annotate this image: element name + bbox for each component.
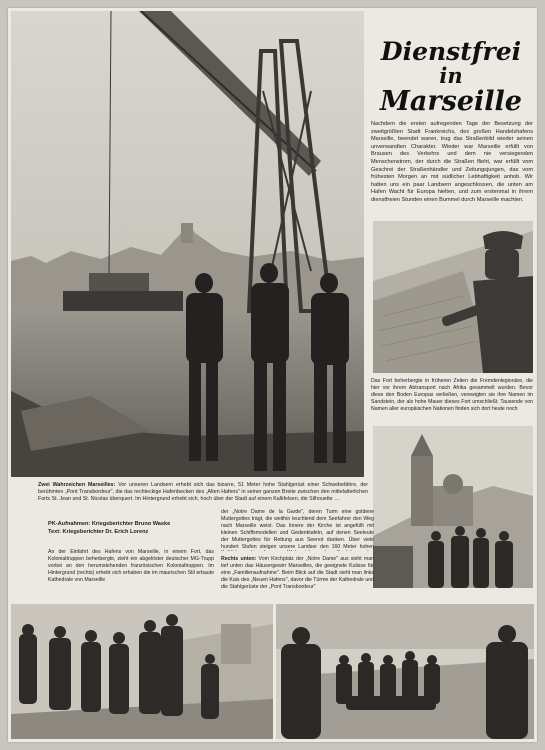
harbor-caption: An der Einfahrt des Hafens von Marseille, in einem Fort, das Kolonialtruppen beherbergte, zieht ein abgelöster deutscher MG-Trupp vorbei an den herumstehenden französischen Kolonialtruppen. Im Hintergrund (rechts) erhebt sich erhaben die im maurischen Stil erbaute Kathedrale von Marseille xyxy=(48,549,214,583)
church-caption-label: Rechts unten: xyxy=(221,556,257,562)
photo-notre-dame xyxy=(373,426,533,588)
church-caption-body: Vom Kirchplatz der „Notre Dame" aus sieht man tief unten das Häusergewirr Marseilles, die geeignete Kulisse für eine „Familienaufnahme". Beim Blick auf die Stadt sieht man links die Kais des „Neuen Hafens", davor die Türme der Kathedrale und die Stahlgerüste der „Pont Transbordeur" xyxy=(221,556,374,590)
photo-mg-troop xyxy=(11,604,273,739)
title-line-3: Marseille xyxy=(380,86,522,117)
main-caption-label: Zwei Wahrzeichen Marseilles: xyxy=(38,482,116,488)
notre-dame-caption: der „Notre Dame de la Garde", deren Turm eine goldene Muttergottes trägt, die weithin leuchtend dem Seefahrer den Weg nach Marseille weist. Das Innere der Kirche ist angefüllt mit kleinen Schiffsmodellen und Gedenktafeln, auf denen Seeleute der Muttergottes für Rettung aus Seenot danken. Über viele hundert Stufen steigen unsere Landser den 160 Meter hohen xyxy=(221,509,374,550)
magazine-page xyxy=(8,8,537,742)
legion-caption: Das Fort beherbergte in früheren Zeiten die Fremdenlegionäre, die hier vor ihrem Abtransport nach Afrika gesammelt wurden. Bevor diese den Boden Europas verließen, verewigten sie ihre Namen im Sandstein, der als hohe Mauer dieses Fort umschließt. Tausende von Namen aller europäischen Nationen finden sich dort heute noch xyxy=(371,378,533,412)
title-line-2: in xyxy=(439,63,463,88)
main-photo-caption xyxy=(38,482,368,502)
photo-transporter-bridge xyxy=(11,11,364,477)
main-caption-body: Vor unseren Landsern erhebt sich das bizarre, 51 Meter hohe Stahlgerüst einer Schwebefähre, der berühmten „Pont Transbordeur", die das rechteckige Hafenbecken des „Alten Hafens" in seiner ganzen Breite zwischen den mittelalterlichen Forts St. Jean und St. Nicolas überquert. Im Hintergrund erhebt sich, hoch über der Stadt auf einem Kalkfelsen, die Silhouette … xyxy=(38,482,368,502)
photo-family-picture xyxy=(276,604,534,739)
credit-photo: PK-Aufnahmen: Kriegsberichter Bruno Waske xyxy=(48,521,171,527)
title-line-1: Dienstfrei xyxy=(380,37,522,66)
article-title xyxy=(370,38,532,116)
photo-credits xyxy=(48,520,198,538)
credit-text: Text: Kriegsberichter Dr. Erich Lorenz xyxy=(48,529,149,535)
photo-soldier-fort-wall xyxy=(373,221,533,373)
intro-text: Nachdem die ersten aufregenden Tage der Besetzung der zweitgrößten Stadt Frankreichs, des großen Handelshafens Marseille, beendet waren, trug das Straßenbild wieder seinen unverwandten Charakter. Wieder war Marseille erfüllt von Brausen des Verkehrs und dem nie versiegenden Menschenstrom, der durch die Straßen flieht, war erfüllt vom Geschrei der Straßenhändler und Zeitungsjungen, das vom frühesten Morgen an mit südlicher Lebhaftigkeit anhob. Wir hatten uns ein paar Landsern angeschlossen, die unten am Hafen Wacht für Europa hielten, und zum erstenmal in ihrem dienstfreien Stunden einen Bummel durch Marseille machten. xyxy=(371,121,533,203)
church-square-caption xyxy=(221,556,374,600)
